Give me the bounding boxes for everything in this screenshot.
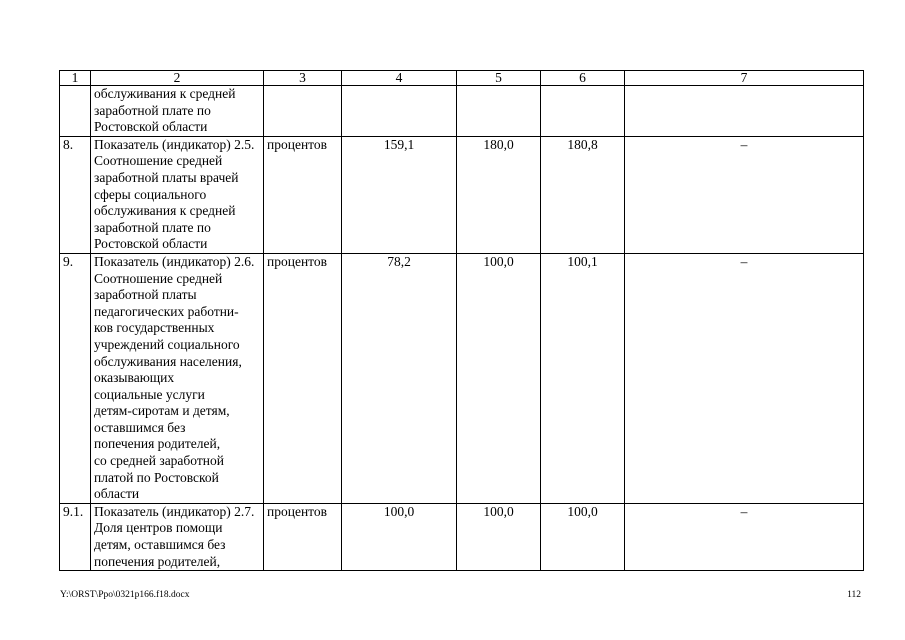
header-cell-2: 2 [91, 71, 264, 86]
table-row [60, 253, 864, 503]
indicator-description [91, 86, 264, 137]
description-line: попечения родителей, [94, 553, 221, 569]
description-line: Показатель (индикатор) 2.6. [94, 253, 255, 269]
description-line: Соотношение средней [94, 153, 223, 169]
description-line: со средней заработной [94, 453, 224, 469]
header-cell-6: 6 [541, 71, 625, 86]
description-line: детям-сиротам и детям, [94, 403, 230, 419]
description-line: оказывающих [94, 370, 175, 386]
value-col4: 100,0 [342, 503, 457, 570]
description-line: детям, оставшимся без [94, 537, 226, 553]
header-cell-5: 5 [457, 71, 541, 86]
value-col7: – [625, 503, 864, 570]
description-line: заработной платы врачей [94, 169, 239, 185]
indicator-description [91, 503, 264, 570]
value-col5: 180,0 [457, 136, 541, 253]
description-line: учреждений социального [94, 336, 240, 352]
value-col7 [625, 86, 864, 137]
unit-cell: процентов [264, 503, 342, 570]
row-number: 9.1. [60, 503, 91, 570]
value-col5: 100,0 [457, 253, 541, 503]
description-line: попечения родителей, [94, 436, 221, 452]
description-line: платой по Ростовской [94, 469, 219, 485]
description-line: заработной плате по [94, 102, 211, 118]
description-line: педагогических работни- [94, 303, 239, 319]
description-line: социальные услуги [94, 386, 205, 402]
page-number: 112 [847, 590, 861, 600]
table-row [60, 136, 864, 253]
value-col4: 159,1 [342, 136, 457, 253]
description-line: заработной плате по [94, 219, 211, 235]
value-col4 [342, 86, 457, 137]
description-line: обслуживания к средней [94, 86, 236, 101]
header-cell-4: 4 [342, 71, 457, 86]
description-line: Доля центров помощи [94, 520, 223, 536]
description-line: обслуживания к средней [94, 203, 236, 219]
value-col6: 100,1 [541, 253, 625, 503]
description-line: Показатель (индикатор) 2.5. [94, 136, 255, 152]
description-line: оставшимся без [94, 419, 186, 435]
description-line: Показатель (индикатор) 2.7. [94, 503, 255, 519]
value-col5 [457, 86, 541, 137]
description-line: заработной платы [94, 287, 197, 303]
file-path-footer: Y:\ORST\Ppo\0321p166.f18.docx [60, 590, 190, 600]
unit-cell: процентов [264, 136, 342, 253]
description-line: обслуживания населения, [94, 353, 242, 369]
unit-cell [264, 86, 342, 137]
indicator-description [91, 253, 264, 503]
indicator-description [91, 136, 264, 253]
description-line: сферы социального [94, 186, 207, 202]
description-line: Ростовской области [94, 236, 208, 252]
value-col4: 78,2 [342, 253, 457, 503]
row-number [60, 86, 91, 137]
data-table [59, 70, 864, 571]
table-row [60, 503, 864, 570]
value-col6: 100,0 [541, 503, 625, 570]
table-row [60, 86, 864, 137]
row-number: 8. [60, 136, 91, 253]
header-cell-1: 1 [60, 71, 91, 86]
value-col7: – [625, 136, 864, 253]
row-number: 9. [60, 253, 91, 503]
description-line: области [94, 486, 140, 502]
value-col6 [541, 86, 625, 137]
header-cell-3: 3 [264, 71, 342, 86]
description-line: Соотношение средней [94, 270, 223, 286]
table-header-row [60, 71, 864, 86]
description-line: ков государственных [94, 320, 215, 336]
unit-cell: процентов [264, 253, 342, 503]
header-cell-7: 7 [625, 71, 864, 86]
value-col7: – [625, 253, 864, 503]
value-col6: 180,8 [541, 136, 625, 253]
value-col5: 100,0 [457, 503, 541, 570]
description-line: Ростовской области [94, 119, 208, 135]
